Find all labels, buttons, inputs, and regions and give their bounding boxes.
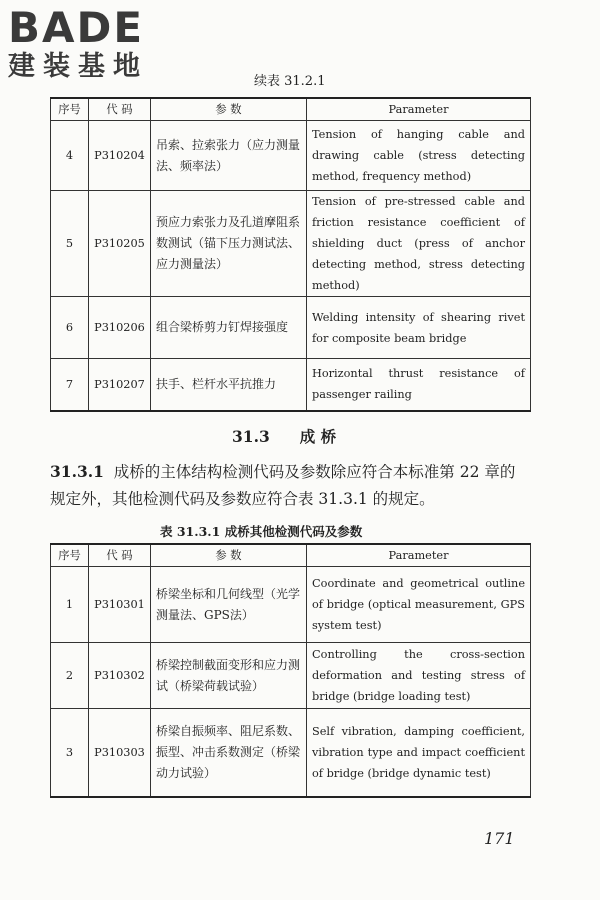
cell-en: Horizontal thrust resistance of passenger railing — [307, 359, 531, 411]
cell-en: Coordinate and geometrical outline of bridge (optical measurement, GPS system test) — [307, 567, 531, 643]
cell-code: P310204 — [89, 121, 151, 191]
cell-no: 1 — [51, 567, 89, 643]
cell-param: 预应力索张力及孔道摩阻系数测试（锚下压力测试法、应力测量法） — [151, 191, 307, 297]
cell-en: Controlling the cross-section deformation and testing stress of bridge (bridge loading test) — [307, 643, 531, 709]
header-code: 代 码 — [89, 544, 151, 567]
cell-en: Welding intensity of shearing rivet for composite beam bridge — [307, 297, 531, 359]
table-31-2-1-continued — [50, 97, 531, 412]
table-row — [51, 191, 531, 297]
table-header-row — [51, 98, 531, 121]
header-no: 序号 — [51, 98, 89, 121]
cell-en: Tension of hanging cable and drawing cable (stress detecting method, frequency method) — [307, 121, 531, 191]
cell-no: 7 — [51, 359, 89, 411]
logo-main-text: BADE — [8, 3, 145, 52]
logo-sub-text: 建装基地 — [8, 51, 148, 82]
cell-code: P310303 — [89, 709, 151, 797]
cell-code: P310302 — [89, 643, 151, 709]
cell-no: 3 — [51, 709, 89, 797]
bade-logo — [8, 3, 188, 90]
cell-code: P310301 — [89, 567, 151, 643]
cell-param: 桥梁控制截面变形和应力测试（桥梁荷载试验） — [151, 643, 307, 709]
cell-en: Tension of pre-stressed cable and friction resistance coefficient of shielding duct (press of anchor detecting method, stress detecting method) — [307, 191, 531, 297]
section-title: 成 桥 — [299, 427, 337, 446]
clause-text: 成桥的主体结构检测代码及参数除应符合本标准第 22 章的规定外，其他检测代码及参数应符合表 31.3.1 的规定。 — [50, 463, 516, 508]
cell-no: 2 — [51, 643, 89, 709]
table-row — [51, 121, 531, 191]
table-row — [51, 709, 531, 797]
table-header-row — [51, 544, 531, 567]
cell-no: 5 — [51, 191, 89, 297]
header-param: 参 数 — [151, 98, 307, 121]
page-number: 171 — [484, 829, 515, 848]
clause-number: 31.3.1 — [50, 462, 104, 481]
header-no: 序号 — [51, 544, 89, 567]
table-row — [51, 297, 531, 359]
cell-param: 桥梁自振频率、阻尼系数、振型、冲击系数测定（桥梁动力试验） — [151, 709, 307, 797]
table-row — [51, 567, 531, 643]
cell-param: 扶手、栏杆水平抗推力 — [151, 359, 307, 411]
section-number: 31.3 — [232, 427, 270, 446]
header-code: 代 码 — [89, 98, 151, 121]
continued-table-caption: 续表 31.2.1 — [254, 74, 326, 89]
cell-param: 吊索、拉索张力（应力测量法、频率法） — [151, 121, 307, 191]
clause-paragraph — [50, 458, 530, 513]
cell-en: Self vibration, damping coefficient, vibration type and impact coefficient of bridge (bridge dynamic test) — [307, 709, 531, 797]
cell-no: 4 — [51, 121, 89, 191]
table-row — [51, 643, 531, 709]
cell-code: P310207 — [89, 359, 151, 411]
header-en: Parameter — [307, 98, 531, 121]
cell-no: 6 — [51, 297, 89, 359]
cell-code: P310206 — [89, 297, 151, 359]
cell-param: 桥梁坐标和几何线型（光学测量法、GPS法） — [151, 567, 307, 643]
cell-param: 组合梁桥剪力钉焊接强度 — [151, 297, 307, 359]
cell-code: P310205 — [89, 191, 151, 297]
header-param: 参 数 — [151, 544, 307, 567]
table-31-3-1 — [50, 543, 531, 798]
table-row — [51, 359, 531, 411]
section-heading — [232, 425, 336, 447]
table-caption: 表 31.3.1 成桥其他检测代码及参数 — [160, 524, 363, 539]
header-en: Parameter — [307, 544, 531, 567]
